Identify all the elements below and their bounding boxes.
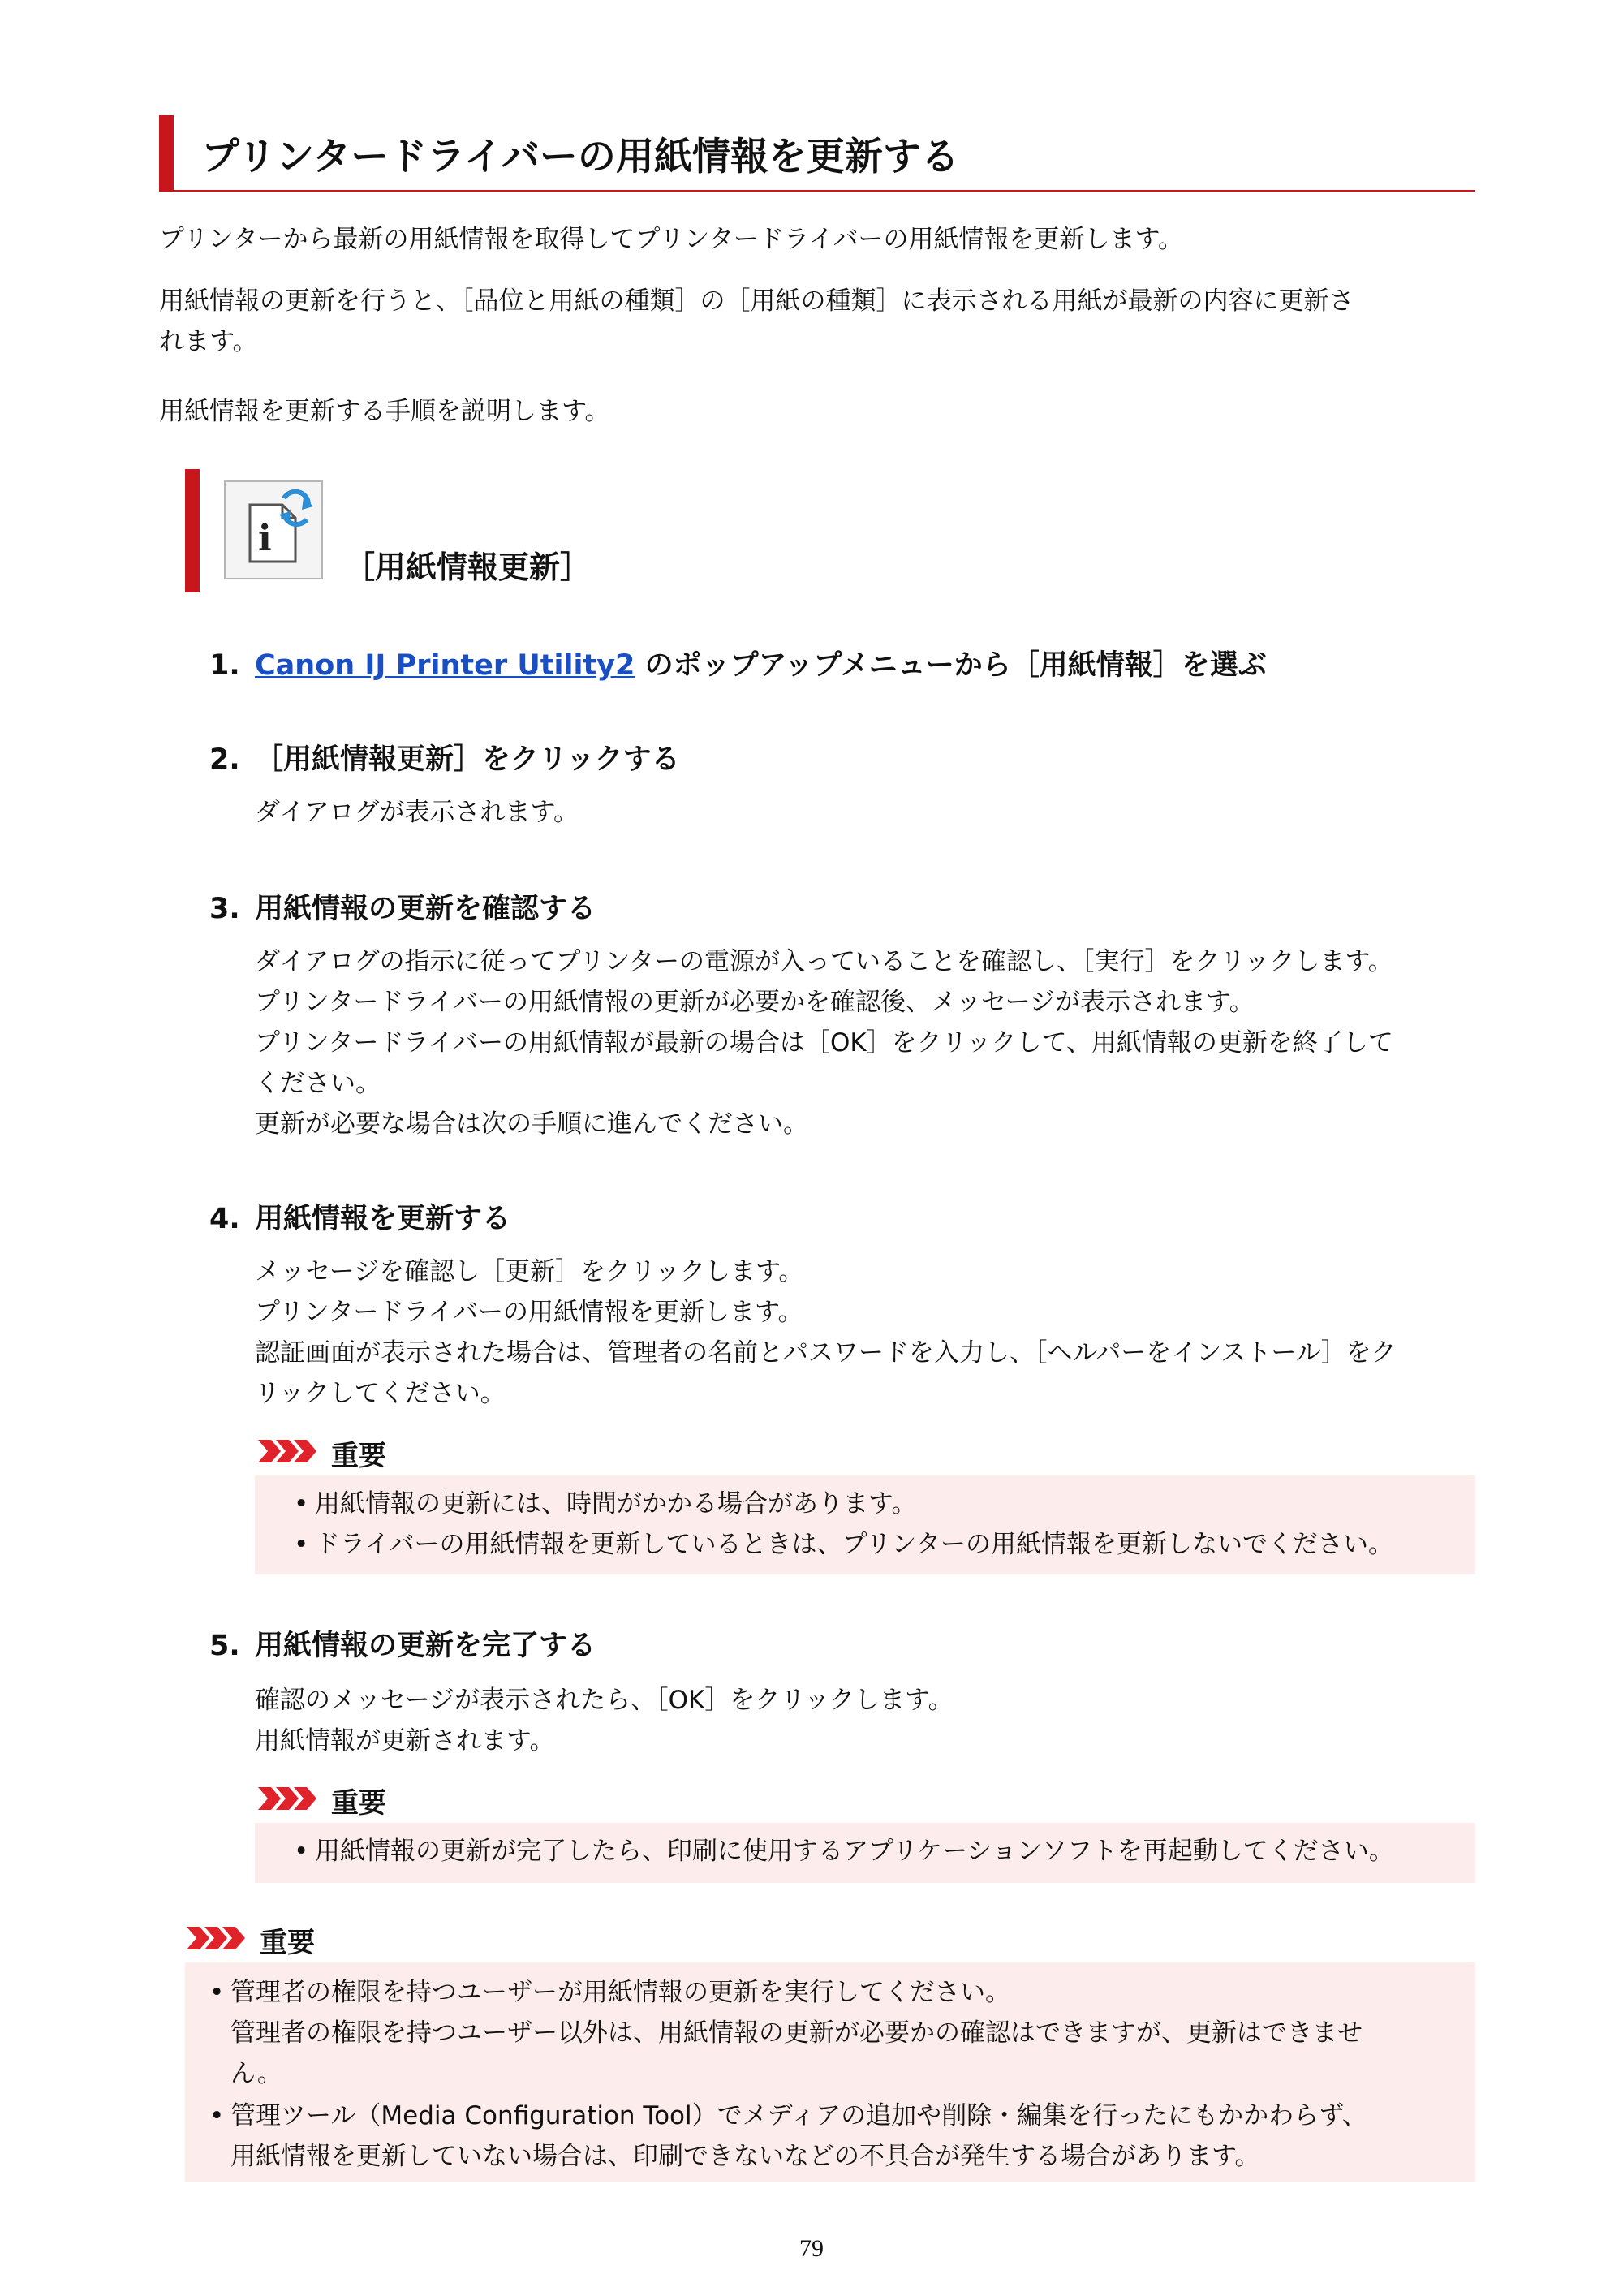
step-4-body-2: プリンタードライバーの用紙情報を更新します。 <box>255 1298 803 1327</box>
important-item: • 用紙情報の更新には、時間がかかる場合があります。 <box>294 1489 917 1518</box>
important-box <box>255 1475 1475 1574</box>
printer-utility-link[interactable]: Canon IJ Printer Utility2 <box>255 649 635 682</box>
step-4-body-1: メッセージを確認し［更新］をクリックします。 <box>255 1257 804 1286</box>
important-label: 重要 <box>260 1927 315 1959</box>
chevron-important-icon <box>258 1785 320 1817</box>
step-1 <box>209 643 1267 683</box>
page-title-block <box>159 115 1475 192</box>
important-item: • 用紙情報の更新が完了したら、印刷に使用するアプリケーションソフトを再起動してください。 <box>294 1837 1394 1866</box>
step-number: 1. <box>209 649 240 682</box>
step-number: 3. <box>209 893 240 925</box>
section-accent-bar <box>185 469 200 592</box>
title-accent-bar <box>159 115 174 192</box>
paper-info-update-icon <box>224 480 323 579</box>
important-label: 重要 <box>331 1440 386 1472</box>
important-box <box>185 1962 1475 2182</box>
step-number: 5. <box>209 1630 240 1662</box>
chevron-important-icon <box>187 1924 248 1957</box>
important-item-continued: 管理者の権限を持つユーザー以外は、用紙情報の更新が必要かの確認はできますが、更新はできませ <box>230 2018 1363 2048</box>
important-item: • 管理ツール（Media Configuration Tool）でメディアの追加や削除・編集を行ったにもかかわらず、 <box>209 2101 1367 2130</box>
step-number: 4. <box>209 1203 240 1235</box>
step-title: 用紙情報を更新する <box>255 1203 511 1235</box>
chevron-important-icon <box>258 1437 320 1470</box>
setting-title: ［用紙情報更新］ <box>344 549 592 585</box>
important-item: • ドライバーの用紙情報を更新しているときは、プリンターの用紙情報を更新しないでください。 <box>294 1530 1393 1559</box>
step-3-body-1: ダイアログの指示に従ってプリンターの電源が入っていることを確認し、［実行］をクリックします。 <box>255 947 1393 976</box>
important-item: • 管理者の権限を持つユーザーが用紙情報の更新を実行してください。 <box>209 1978 1010 2007</box>
step-title: のポップアップメニューから［用紙情報］を選ぶ <box>644 649 1267 682</box>
step-2-body: ダイアログが表示されます。 <box>255 798 579 827</box>
important-item-continued: 用紙情報を更新していない場合は、印刷できないなどの不具合が発生する場合があります。 <box>230 2142 1260 2171</box>
intro-line-2: 用紙情報の更新を行うと、［品位と用紙の種類］の［用紙の種類］に表示される用紙が最新の内容に更新さ <box>159 286 1354 316</box>
step-title: 用紙情報の更新を完了する <box>255 1630 596 1662</box>
svg-text:i: i <box>258 518 272 559</box>
step-3-body-4: ください。 <box>255 1069 381 1098</box>
step-5-body-1: 確認のメッセージが表示されたら、［OK］をクリックします。 <box>255 1686 954 1715</box>
step-5 <box>209 1623 596 1664</box>
important-item-continued: ん。 <box>230 2059 282 2088</box>
important-heading <box>258 1433 386 1473</box>
intro-line-1: プリンターから最新の用紙情報を取得してプリンタードライバーの用紙情報を更新します。 <box>159 225 1184 254</box>
step-title: ［用紙情報更新］をクリックする <box>255 743 680 776</box>
important-label: 重要 <box>331 1787 386 1820</box>
step-2 <box>209 737 680 778</box>
step-4-body-3: 認証画面が表示された場合は、管理者の名前とパスワードを入力し、［ヘルパーをインストール］をク <box>255 1338 1397 1368</box>
step-3-body-3: プリンタードライバーの用紙情報が最新の場合は［OK］をクリックして、用紙情報の更新を終了して <box>255 1028 1393 1058</box>
step-5-body-2: 用紙情報が更新されます。 <box>255 1726 555 1755</box>
important-heading <box>258 1781 386 1820</box>
page-number: 79 <box>799 2235 824 2262</box>
step-4 <box>209 1196 510 1237</box>
step-3 <box>209 886 596 927</box>
title-underline <box>174 190 1475 192</box>
intro-line-3: れます。 <box>159 327 258 356</box>
important-heading <box>187 1920 315 1960</box>
page-title: プリンタードライバーの用紙情報を更新する <box>201 135 959 179</box>
step-3-body-2: プリンタードライバーの用紙情報の更新が必要かを確認後、メッセージが表示されます。 <box>255 988 1255 1017</box>
important-box <box>255 1823 1475 1883</box>
step-number: 2. <box>209 743 240 776</box>
intro-line-4: 用紙情報を更新する手順を説明します。 <box>159 397 610 426</box>
step-3-body-5: 更新が必要な場合は次の手順に進んでください。 <box>255 1109 808 1139</box>
step-4-body-4: リックしてください。 <box>255 1379 506 1408</box>
step-title: 用紙情報の更新を確認する <box>255 893 596 925</box>
